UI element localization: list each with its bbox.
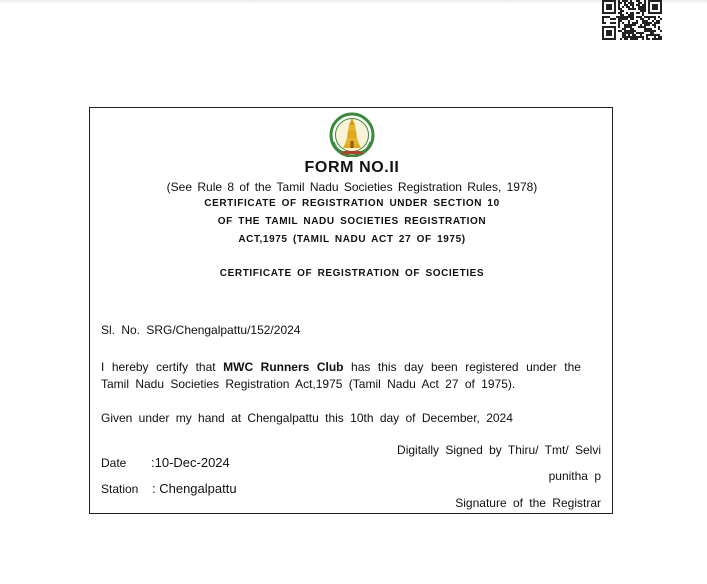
rule-reference: (See Rule 8 of the Tamil Nadu Societies Registration Rules, 1978) (166, 180, 538, 194)
form-title: FORM NO.II (304, 159, 400, 176)
tamil-nadu-emblem-icon (327, 112, 377, 157)
registrar-name: punitha p (548, 469, 601, 483)
caption-line: ACT,1975 (TAMIL NADU ACT 27 OF 1975) (238, 234, 466, 245)
certify-prefix: I hereby certify that (101, 360, 224, 374)
serial-number: Sl. No. SRG/Chengalpattu/152/2024 (101, 323, 301, 337)
caption-line: CERTIFICATE OF REGISTRATION UNDER SECTION 10 (204, 198, 500, 209)
digitally-signed-by: Digitally Signed by Thiru/ Tmt/ Selvi (397, 443, 601, 457)
date-label: Date (101, 456, 127, 470)
top-divider (0, 0, 707, 4)
station-label: Station (101, 482, 139, 496)
signature-caption: Signature of the Registrar (455, 496, 601, 510)
certificate-heading: CERTIFICATE OF REGISTRATION OF SOCIETIES (219, 268, 485, 279)
qr-code-icon (602, 0, 662, 40)
certificate-frame (89, 107, 613, 514)
station-value: : Chengalpattu (152, 481, 237, 496)
society-name: MWC Runners Club (223, 360, 344, 374)
certify-suffix: has this day been registered under the Tamil Nadu Societies Registration Act,1975 (Tamil Nadu Act 27 of 1975). (101, 360, 581, 391)
certification-paragraph (101, 359, 581, 393)
given-line: Given under my hand at Chengalpattu this 10th day of December, 2024 (101, 411, 513, 425)
caption-line: OF THE TAMIL NADU SOCIETIES REGISTRATION (217, 216, 487, 227)
date-value: :10-Dec-2024 (151, 455, 230, 470)
